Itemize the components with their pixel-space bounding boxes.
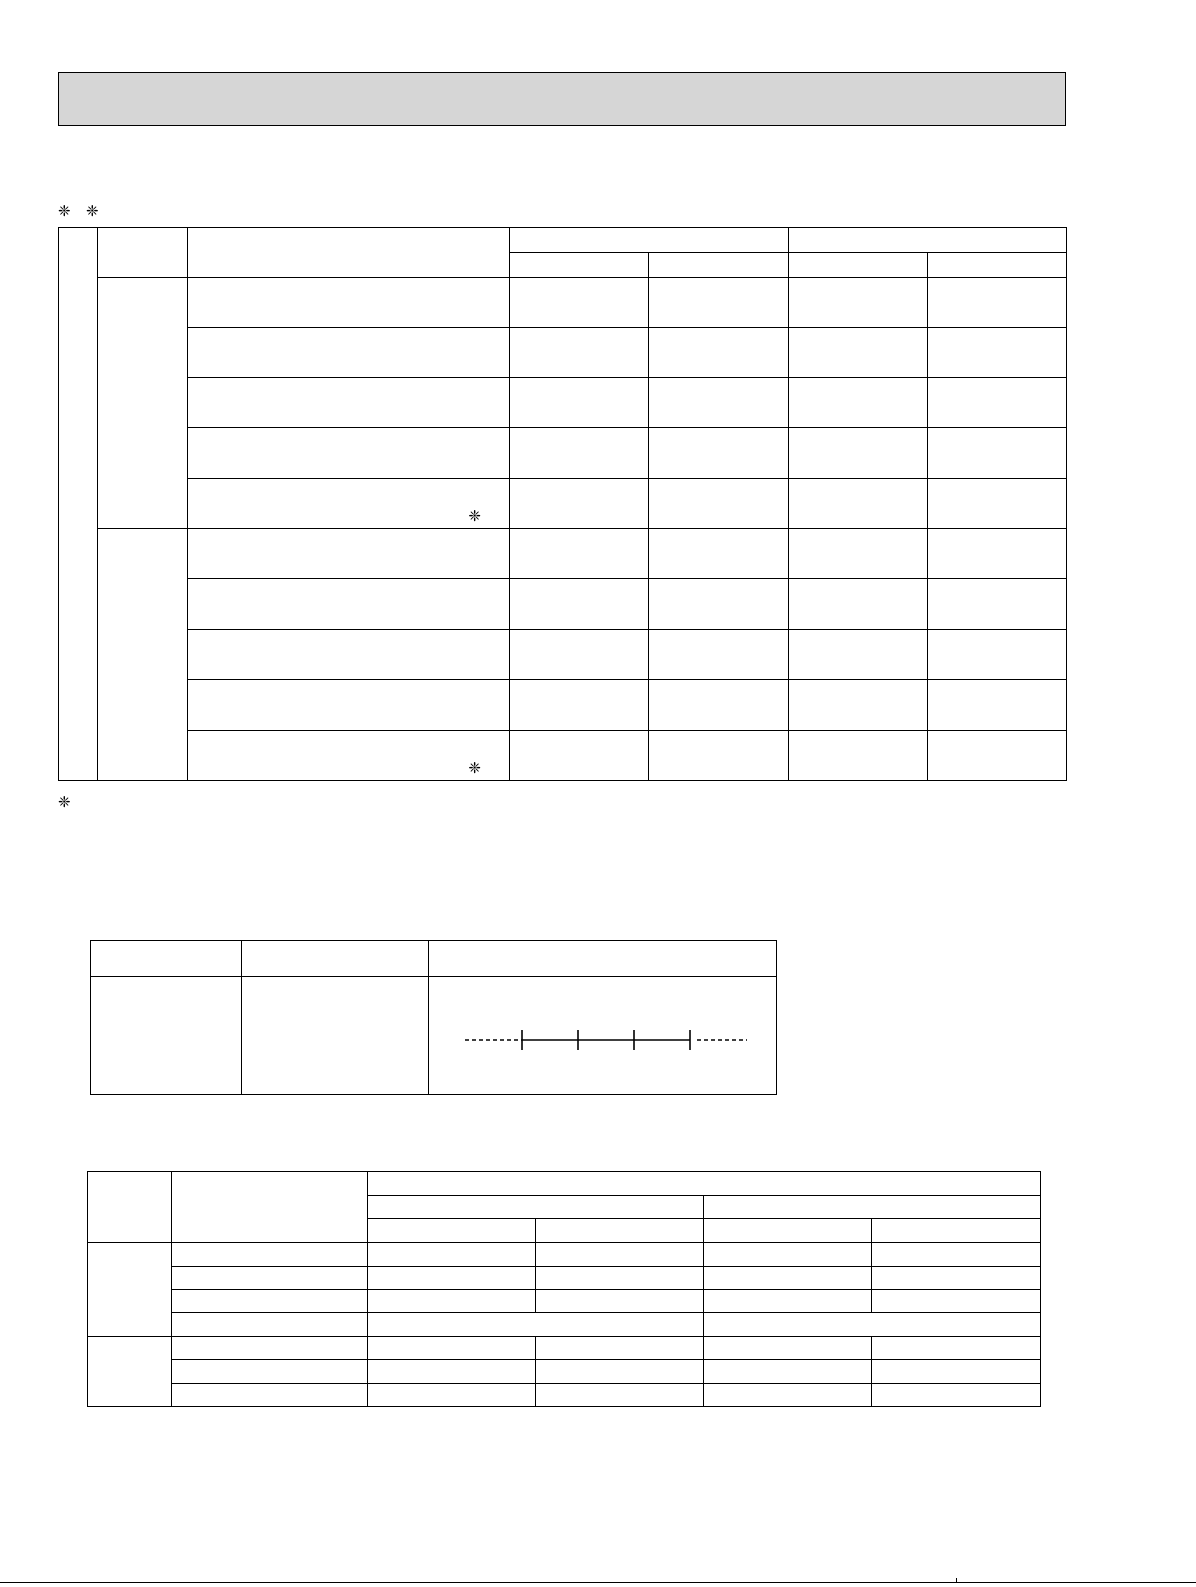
- table-cell: [928, 680, 1067, 731]
- row-note-mark: ❈: [468, 507, 481, 525]
- table-cell: [368, 1384, 536, 1407]
- table-cell: [928, 428, 1067, 479]
- table-cell: [188, 479, 510, 529]
- table-cell: [510, 630, 649, 680]
- footer-tick: [956, 1578, 957, 1583]
- data-table-subheader: [872, 1219, 1041, 1243]
- spec-table-subheader: [928, 253, 1067, 278]
- table-cell: [649, 428, 789, 479]
- table-cell: [172, 1360, 368, 1384]
- table-cell: [172, 1290, 368, 1313]
- table-cell: [510, 428, 649, 479]
- table-cell: [928, 378, 1067, 428]
- scale-diagram: [429, 977, 775, 1093]
- table-cell: [188, 529, 510, 579]
- scale-diagram-cell: [429, 977, 777, 1095]
- table-cell: [188, 680, 510, 731]
- table-cell: [872, 1360, 1041, 1384]
- table-cell: [368, 1337, 536, 1360]
- scale-table-header: [91, 941, 242, 977]
- table-cell: [704, 1267, 872, 1290]
- spec-table-subheader: [510, 253, 649, 278]
- table-cell: [704, 1290, 872, 1313]
- data-table-group-1: [88, 1243, 172, 1337]
- table-cell: [242, 977, 429, 1095]
- table-cell: [872, 1290, 1041, 1313]
- table-cell: [536, 1290, 704, 1313]
- note-mark-1: ❈: [58, 202, 71, 220]
- table-cell: [928, 630, 1067, 680]
- data-table-group-2: [88, 1337, 172, 1407]
- table-cell: [368, 1243, 536, 1267]
- data-table: [87, 1171, 1041, 1407]
- table-cell: [536, 1337, 704, 1360]
- table-cell: [928, 579, 1067, 630]
- table-cell: [188, 278, 510, 328]
- data-table-header-span: [368, 1172, 1041, 1196]
- table-cell: [872, 1267, 1041, 1290]
- table-cell: [872, 1384, 1041, 1407]
- table-cell: [188, 378, 510, 428]
- table-cell: [188, 731, 510, 781]
- table-cell-merged: [704, 1313, 1041, 1337]
- table-cell: [704, 1384, 872, 1407]
- table-cell-merged: [368, 1313, 704, 1337]
- table-cell: [172, 1267, 368, 1290]
- table-cell: [789, 328, 928, 378]
- spec-table-header-a: [510, 228, 789, 253]
- spec-table-header-b: [789, 228, 1067, 253]
- table-cell: [704, 1337, 872, 1360]
- table-cell: [172, 1384, 368, 1407]
- table-cell: [649, 328, 789, 378]
- table-cell: [789, 579, 928, 630]
- table-cell: [649, 731, 789, 781]
- table-cell: [704, 1243, 872, 1267]
- table-cell: [649, 529, 789, 579]
- table-cell: [789, 529, 928, 579]
- table-cell: [649, 579, 789, 630]
- footer-rule: [0, 1582, 1196, 1583]
- table-cell: [928, 328, 1067, 378]
- table-cell: [172, 1243, 368, 1267]
- table-cell: [510, 479, 649, 529]
- table-cell: [789, 278, 928, 328]
- spec-table-subheader: [789, 253, 928, 278]
- data-table-subheader: [536, 1219, 704, 1243]
- table-cell: [172, 1313, 368, 1337]
- data-table-subheader: [368, 1196, 704, 1219]
- table-cell: [188, 579, 510, 630]
- spec-table-subheader: [649, 253, 789, 278]
- table-cell: [536, 1384, 704, 1407]
- spec-table-group-1: [98, 278, 188, 529]
- spec-table-header-item: [188, 228, 510, 278]
- table-cell: [928, 731, 1067, 781]
- table-cell: [649, 630, 789, 680]
- section-header-bar: [58, 72, 1066, 126]
- table-cell: [510, 278, 649, 328]
- table-cell: [536, 1360, 704, 1384]
- scale-table-header: [429, 941, 777, 977]
- table-cell: [928, 529, 1067, 579]
- table-cell: [872, 1243, 1041, 1267]
- scale-table-header: [242, 941, 429, 977]
- table-cell: [536, 1243, 704, 1267]
- table-cell: [510, 579, 649, 630]
- table-cell: [510, 328, 649, 378]
- table-cell: [789, 680, 928, 731]
- table-cell: [368, 1290, 536, 1313]
- table-cell: [510, 731, 649, 781]
- table-cell: [789, 630, 928, 680]
- table-cell: [368, 1267, 536, 1290]
- table-cell: [872, 1337, 1041, 1360]
- table-cell: [188, 428, 510, 479]
- scale-table: [90, 940, 777, 1095]
- table-cell: [789, 479, 928, 529]
- table-cell: [928, 278, 1067, 328]
- table-cell: [91, 977, 242, 1095]
- table-cell: [510, 378, 649, 428]
- spec-table-side-cell: [59, 228, 98, 781]
- table-cell: [188, 630, 510, 680]
- data-table-header: [172, 1172, 368, 1243]
- data-table-subheader: [704, 1219, 872, 1243]
- table-cell: [368, 1360, 536, 1384]
- note-mark-2: ❈: [86, 202, 99, 220]
- table-cell: [649, 479, 789, 529]
- table-cell: [649, 680, 789, 731]
- data-table-header: [88, 1172, 172, 1243]
- table-cell: [188, 328, 510, 378]
- table-cell: [789, 428, 928, 479]
- table-cell: [704, 1360, 872, 1384]
- table-cell: [510, 529, 649, 579]
- spec-table-header-group: [98, 228, 188, 278]
- data-table-subheader: [368, 1219, 536, 1243]
- row-note-mark: ❈: [468, 759, 481, 777]
- table-cell: [536, 1267, 704, 1290]
- table-cell: [649, 278, 789, 328]
- data-table-subheader: [704, 1196, 1041, 1219]
- spec-table-group-2: [98, 529, 188, 781]
- table-cell: [510, 680, 649, 731]
- table-cell: [928, 479, 1067, 529]
- footnote-mark: ❈: [58, 793, 71, 811]
- table-cell: [172, 1337, 368, 1360]
- table-cell: [649, 378, 789, 428]
- spec-table: [58, 227, 1067, 781]
- table-cell: [789, 378, 928, 428]
- table-cell: [789, 731, 928, 781]
